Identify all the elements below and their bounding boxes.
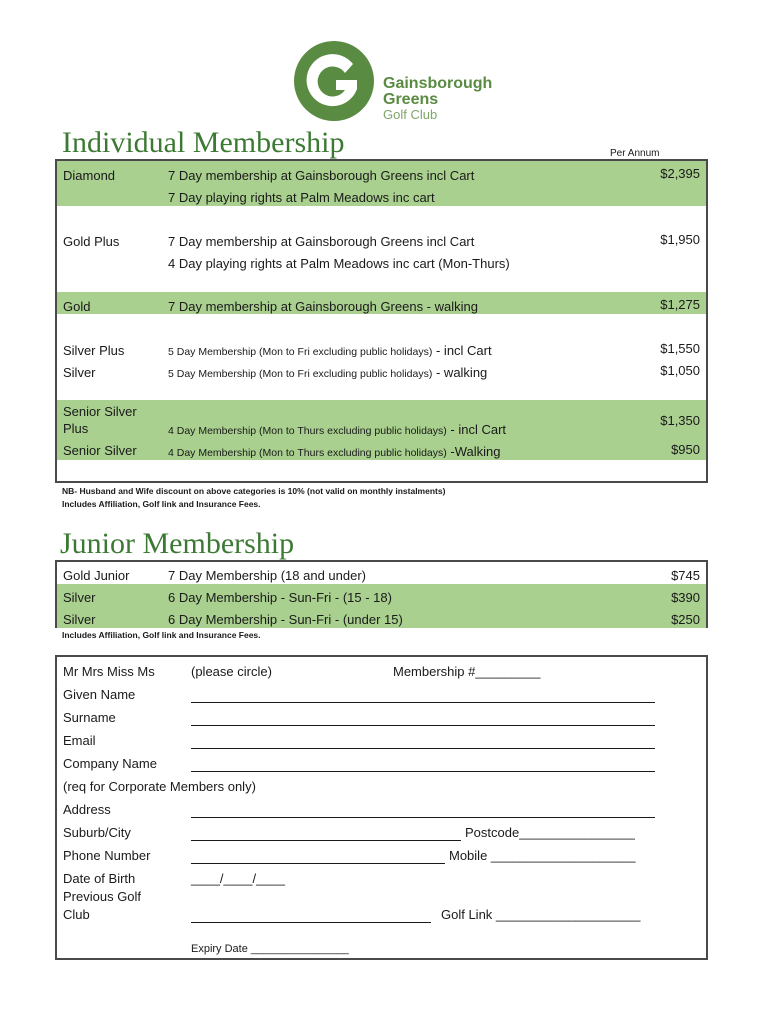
desc-gold-plus-1: 7 Day membership at Gainsborough Greens incl Cart bbox=[168, 234, 475, 249]
expiry-date-field[interactable]: Expiry Date ________________ bbox=[191, 943, 349, 955]
email-label: Email bbox=[63, 733, 96, 748]
desc-diamond-2: 7 Day playing rights at Palm Meadows inc cart bbox=[168, 190, 435, 205]
membership-number-field[interactable]: Membership #_________ bbox=[393, 664, 541, 679]
company-name-label: Company Name bbox=[63, 756, 157, 771]
price-senior-silver-plus: $1,350 bbox=[660, 413, 700, 428]
desc-senior-silver bbox=[168, 445, 500, 459]
club-logo bbox=[293, 40, 503, 122]
junior-fees-note: Includes Affiliation, Golf link and Insurance Fees. bbox=[62, 630, 261, 640]
suburb-label: Suburb/City bbox=[63, 825, 131, 840]
desc-senior-silver-tail: -Walking bbox=[446, 444, 501, 459]
suburb-field[interactable] bbox=[191, 840, 461, 841]
logo-name-line2: Greens bbox=[383, 91, 439, 108]
desc-senior-silver-plus-main: 4 Day Membership (Mon to Thurs excluding public holidays) bbox=[168, 425, 447, 437]
discount-note: NB- Husband and Wife discount on above categories is 10% (not valid on monthly instalments) bbox=[62, 486, 446, 496]
dob-label: Date of Birth bbox=[63, 871, 136, 886]
category-gold-plus: Gold Plus bbox=[63, 234, 120, 249]
previous-club-field[interactable] bbox=[191, 922, 431, 923]
junior-desc-silver-2: 6 Day Membership - Sun-Fri - (under 15) bbox=[168, 612, 403, 627]
desc-silver-tail: - walking bbox=[432, 365, 488, 380]
phone-field[interactable] bbox=[191, 863, 445, 864]
given-name-field[interactable] bbox=[191, 702, 655, 703]
junior-desc-silver-1: 6 Day Membership - Sun-Fri - (15 - 18) bbox=[168, 590, 392, 605]
junior-membership-table bbox=[55, 560, 708, 628]
junior-category-silver-2: Silver bbox=[63, 612, 96, 627]
junior-membership-title: Junior Membership bbox=[60, 527, 295, 560]
junior-category-silver-1: Silver bbox=[63, 590, 96, 605]
individual-membership-title: Individual Membership bbox=[62, 126, 345, 159]
per-annum-label: Per Annum bbox=[610, 148, 660, 159]
given-name-label: Given Name bbox=[63, 687, 136, 702]
individual-fees-note: Includes Affiliation, Golf link and Insurance Fees. bbox=[62, 499, 261, 509]
category-senior-silver-plus-1: Senior Silver bbox=[63, 404, 137, 419]
corporate-hint: (req for Corporate Members only) bbox=[63, 779, 256, 794]
mobile-field[interactable]: Mobile ____________________ bbox=[449, 848, 636, 863]
category-senior-silver: Senior Silver bbox=[63, 443, 137, 458]
junior-price-gold: $745 bbox=[671, 568, 700, 583]
price-silver-plus: $1,550 bbox=[660, 341, 700, 356]
desc-senior-silver-main: 4 Day Membership (Mon to Thurs excluding public holidays) bbox=[168, 447, 447, 459]
logo-g-mark-icon bbox=[293, 40, 379, 122]
logo-tagline: Golf Club bbox=[383, 107, 438, 122]
junior-category-gold: Gold Junior bbox=[63, 568, 130, 583]
surname-field[interactable] bbox=[191, 725, 655, 726]
logo-name-line1: Gainsborough bbox=[383, 75, 493, 92]
phone-label: Phone Number bbox=[63, 848, 151, 863]
price-diamond: $2,395 bbox=[660, 166, 700, 181]
desc-senior-silver-plus bbox=[168, 423, 506, 437]
address-label: Address bbox=[63, 802, 111, 817]
salutation-options[interactable]: Mr Mrs Miss Ms bbox=[63, 664, 155, 679]
price-senior-silver: $950 bbox=[671, 442, 700, 457]
desc-gold-plus-2: 4 Day playing rights at Palm Meadows inc cart (Mon-Thurs) bbox=[168, 256, 510, 271]
application-form bbox=[55, 655, 708, 960]
category-diamond: Diamond bbox=[63, 168, 116, 183]
price-gold-plus: $1,950 bbox=[660, 232, 700, 247]
previous-club-label-1: Previous Golf bbox=[63, 889, 142, 904]
desc-silver-main: 5 Day Membership (Mon to Fri excluding public holidays) bbox=[168, 368, 433, 380]
desc-silver bbox=[168, 366, 487, 380]
email-field[interactable] bbox=[191, 748, 655, 749]
postcode-field[interactable]: Postcode________________ bbox=[465, 825, 635, 840]
price-gold: $1,275 bbox=[660, 297, 700, 312]
junior-price-silver-1: $390 bbox=[671, 590, 700, 605]
category-gold: Gold bbox=[63, 299, 91, 314]
desc-senior-silver-plus-tail: - incl Cart bbox=[446, 422, 507, 437]
category-silver-plus: Silver Plus bbox=[63, 343, 125, 358]
company-name-field[interactable] bbox=[191, 771, 655, 772]
price-silver: $1,050 bbox=[660, 363, 700, 378]
junior-desc-gold: 7 Day Membership (18 and under) bbox=[168, 568, 366, 583]
circle-hint: (please circle) bbox=[191, 664, 272, 679]
previous-club-label-2: Club bbox=[63, 907, 90, 922]
junior-price-silver-2: $250 bbox=[671, 612, 700, 627]
category-senior-silver-plus-2: Plus bbox=[63, 421, 89, 436]
dob-field[interactable]: ____/____/____ bbox=[191, 871, 285, 886]
individual-membership-table bbox=[55, 159, 708, 483]
desc-silver-plus bbox=[168, 344, 492, 358]
desc-gold: 7 Day membership at Gainsborough Greens - walking bbox=[168, 299, 478, 314]
desc-diamond-1: 7 Day membership at Gainsborough Greens incl Cart bbox=[168, 168, 475, 183]
desc-silver-plus-tail: - incl Cart bbox=[432, 343, 492, 358]
desc-silver-plus-main: 5 Day Membership (Mon to Fri excluding public holidays) bbox=[168, 346, 433, 358]
golf-link-field[interactable]: Golf Link ____________________ bbox=[441, 907, 641, 922]
surname-label: Surname bbox=[63, 710, 116, 725]
category-silver: Silver bbox=[63, 365, 96, 380]
address-field[interactable] bbox=[191, 817, 655, 818]
